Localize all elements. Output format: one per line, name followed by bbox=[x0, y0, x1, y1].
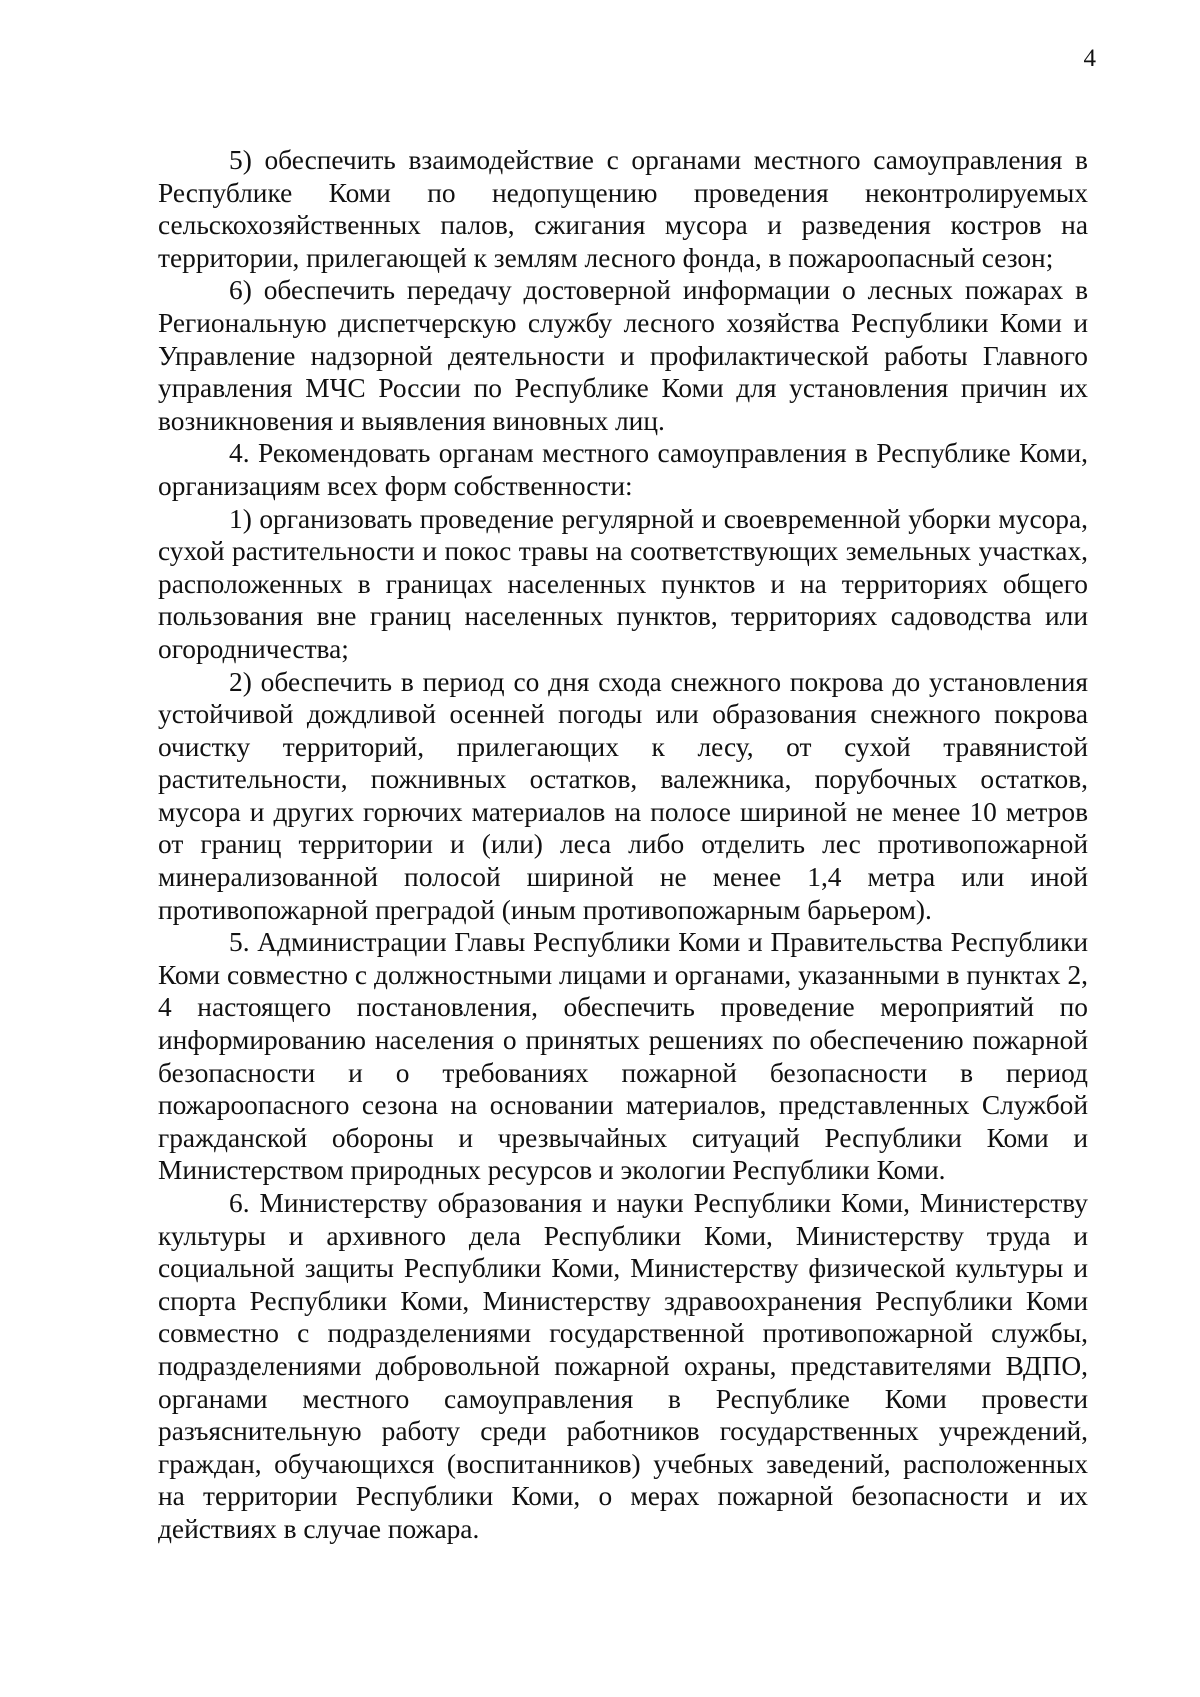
paragraph-clause-4: 4. Рекомендовать органам местного самоуправления в Республике Коми, организациям всех форм собственности: bbox=[158, 438, 1088, 501]
paragraph-clause-5: 5. Администрации Главы Республики Коми и Правительства Республики Коми совместно с должностными лицами и органами, указанными в пунктах 2, 4 настоящего постановления, обеспечить проведение мероприятий по информированию населения о принятых решениях по обеспечению пожарной безопасности и о требованиях пожарной безопасности в период пожароопасного сезона на основании материалов, представленных Службой гражданской обороны и чрезвычайных ситуаций Республики Коми и Министерством природных ресурсов и экологии Республики Коми. bbox=[158, 927, 1088, 1186]
paragraph-item-5: 5) обеспечить взаимодействие с органами местного самоуправления в Республике Коми по недопущению проведения неконтролируемых сельскохозяйственных палов, сжигания мусора и разведения костров на территории, прилегающей к землям лесного фонда, в пожароопасный сезон; bbox=[158, 145, 1088, 273]
paragraph-item-6: 6) обеспечить передачу достоверной информации о лесных пожарах в Региональную диспетчерскую службу лесного хозяйства Республики Коми и Управление надзорной деятельности и профилактической работы Главного управления МЧС России по Республике Коми для установления причин их возникновения и выявления виновных лиц. bbox=[158, 275, 1088, 436]
paragraph-clause-4-item-2: 2) обеспечить в период со дня схода снежного покрова до установления устойчивой дождливой осенней погоды или образования снежного покрова очистку территорий, прилегающих к лесу, от сухой травянистой растительности, пожнивных остатков, валежника, порубочных остатков, мусора и других горючих материалов на полосе шириной не менее 10 метров от границ территории и (или) леса либо отделить лес противопожарной минерализованной полосой шириной не менее 1,4 метра или иной противопожарной преградой (иным противопожарным барьером). bbox=[158, 666, 1088, 925]
paragraph-clause-4-item-1: 1) организовать проведение регулярной и своевременной уборки мусора, сухой растительности и покос травы на соответствующих земельных участках, расположенных в границах населенных пунктов и на территориях общего пользования вне границ населенных пунктов, территориях садоводства или огородничества; bbox=[158, 503, 1088, 664]
page-number: 4 bbox=[1083, 45, 1096, 72]
document-body bbox=[158, 144, 1088, 1546]
paragraph-clause-6: 6. Министерству образования и науки Республики Коми, Министерству культуры и архивного дела Республики Коми, Министерству труда и социальной защиты Республики Коми, Министерству физической культуры и спорта Республики Коми, Министерству здравоохранения Республики Коми совместно с подразделениями государственной противопожарной службы, подразделениями добровольной пожарной охраны, представителями ВДПО, органами местного самоуправления в Республике Коми провести разъяснительную работу среди работников государственных учреждений, граждан, обучающихся (воспитанников) учебных заведений, расположенных на территории Республики Коми, о мерах пожарной безопасности и их действиях в случае пожара. bbox=[158, 1188, 1088, 1544]
